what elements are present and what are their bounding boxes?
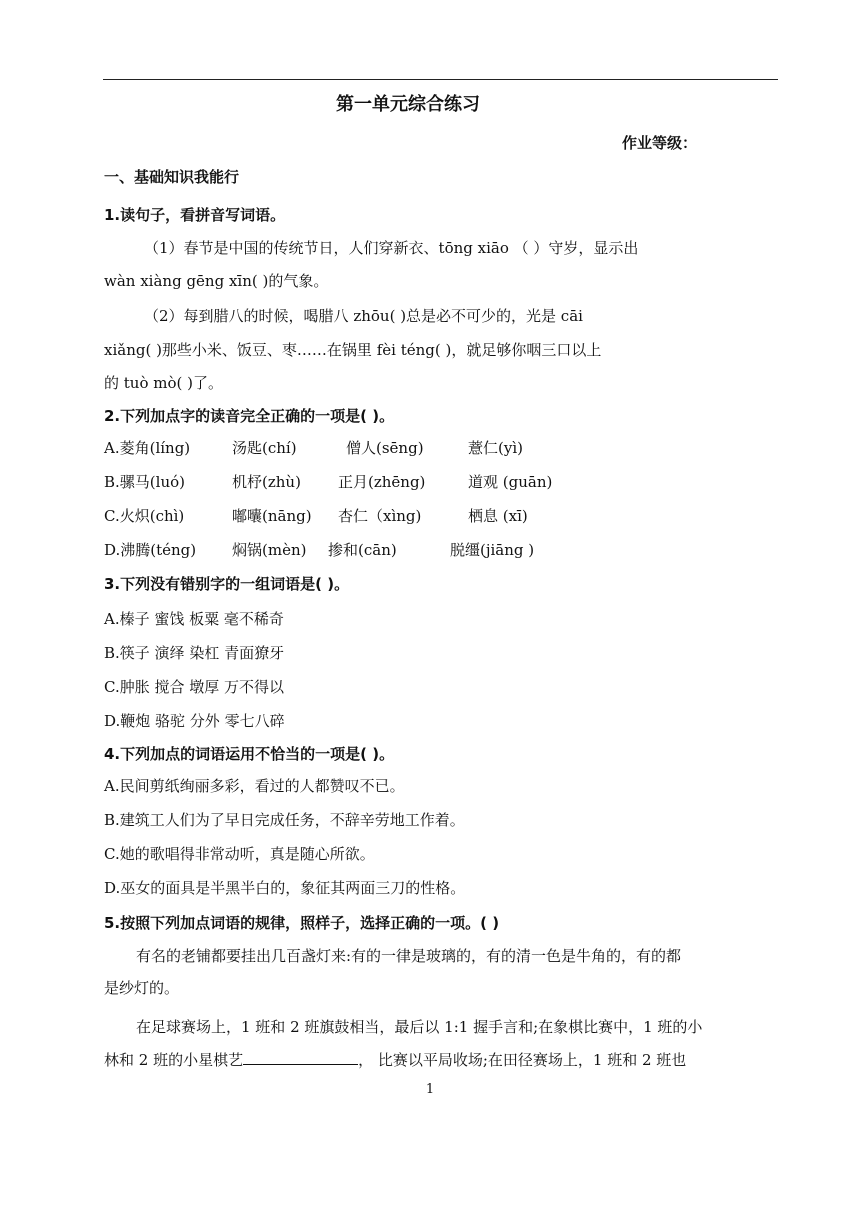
- question-4-option-a: A.民间剪纸绚丽多彩，看过的人都赞叹不已。: [104, 777, 405, 795]
- question-5-para-2-line-2: [104, 1049, 779, 1070]
- question-2-option-b: [104, 471, 552, 492]
- question-5-para-2-line-1: 在足球赛场上，1 班和 2 班旗鼓相当，最后以 1:1 握手言和;在象棋比赛中，1 班的小: [136, 1018, 703, 1036]
- question-3-option-c: C.肿胀 搅合 墩厚 万不得以: [104, 678, 285, 696]
- option-word: 机杼(zhù): [232, 473, 301, 491]
- question-1-line-1: （1）春节是中国的传统节日，人们穿新衣、tōng xiāo （ ）守岁，显示出: [144, 239, 639, 257]
- option-word: 栖息 (xī): [468, 507, 528, 525]
- top-rule: [103, 79, 778, 80]
- question-1-title: 1.读句子，看拼音写词语。: [104, 206, 286, 224]
- page-title: 第一单元综合练习: [336, 94, 480, 115]
- question-3-option-a: A.榛子 蜜饯 板粟 毫不稀奇: [104, 610, 284, 628]
- question-2-option-a: [104, 437, 523, 458]
- question-2-option-c: [104, 505, 528, 526]
- option-word: 脱缰(jiāng ): [450, 541, 535, 559]
- question-4-option-b: B.建筑工人们为了早日完成任务，不辞辛劳地工作着。: [104, 811, 465, 829]
- question-4-option-d: D.巫女的面具是半黑半白的，象征其两面三刀的性格。: [104, 879, 466, 897]
- question-5-title: 5.按照下列加点词语的规律，照样子，选择正确的一项。( ): [104, 914, 500, 932]
- question-1-line-5: 的 tuò mò( )了。: [104, 374, 223, 392]
- option-word: 道观 (guān): [468, 473, 553, 491]
- question-3-option-d: D.鞭炮 骆驼 分外 零七八碎: [104, 712, 285, 730]
- question-2-option-d: [104, 539, 534, 560]
- question-4-title: 4.下列加点的词语运用不恰当的一项是( )。: [104, 745, 395, 763]
- question-4-option-c: C.她的歌唱得非常动听，真是随心所欲。: [104, 845, 375, 863]
- option-word: A.菱角(líng): [104, 439, 191, 457]
- option-word: 僧人(sēng): [346, 439, 424, 457]
- option-word: 焖锅(mèn): [232, 541, 307, 559]
- option-word: 薏仁(yì): [468, 439, 523, 457]
- sentence-part: 林和 2 班的小星棋艺: [104, 1051, 244, 1069]
- option-word: 掺和(cān): [328, 541, 397, 559]
- option-word: 嘟囔(nāng): [232, 507, 312, 525]
- page-number: 1: [425, 1082, 435, 1097]
- option-word: 杏仁（xìng): [338, 507, 422, 525]
- question-5-para-1-line-1: 有名的老铺都要挂出几百盏灯来:有的一律是玻璃的，有的清一色是牛角的，有的都: [136, 947, 682, 965]
- section-title: 一、基础知识我能行: [104, 168, 240, 186]
- sentence-part: ， 比赛以平局收场;在田径赛场上，1 班和 2 班也: [358, 1051, 687, 1069]
- question-5-para-1-line-2: 是纱灯的。: [104, 979, 180, 997]
- option-word: D.沸腾(téng): [104, 541, 197, 559]
- question-3-title: 3.下列没有错别字的一组词语是( )。: [104, 575, 350, 593]
- question-2-title: 2.下列加点字的读音完全正确的一项是( )。: [104, 407, 395, 425]
- option-word: B.骡马(luó): [104, 473, 185, 491]
- answer-blank[interactable]: [243, 1050, 358, 1065]
- option-word: C.火炽(chì): [104, 507, 185, 525]
- question-1-line-2: wàn xiàng gēng xīn( )的气象。: [104, 272, 329, 290]
- option-word: 汤匙(chí): [232, 439, 297, 457]
- question-1-line-3: （2）每到腊八的时候，喝腊八 zhōu( )总是必不可少的，光是 cāi: [144, 307, 583, 325]
- grade-label: 作业等级：: [622, 134, 698, 152]
- question-1-line-4: xiǎng( )那些小米、饭豆、枣……在锅里 fèi téng( )，就足够你咽三口以上: [104, 341, 602, 359]
- option-word: 正月(zhēng): [338, 473, 426, 491]
- question-3-option-b: B.筷子 演绎 染杠 青面獠牙: [104, 644, 285, 662]
